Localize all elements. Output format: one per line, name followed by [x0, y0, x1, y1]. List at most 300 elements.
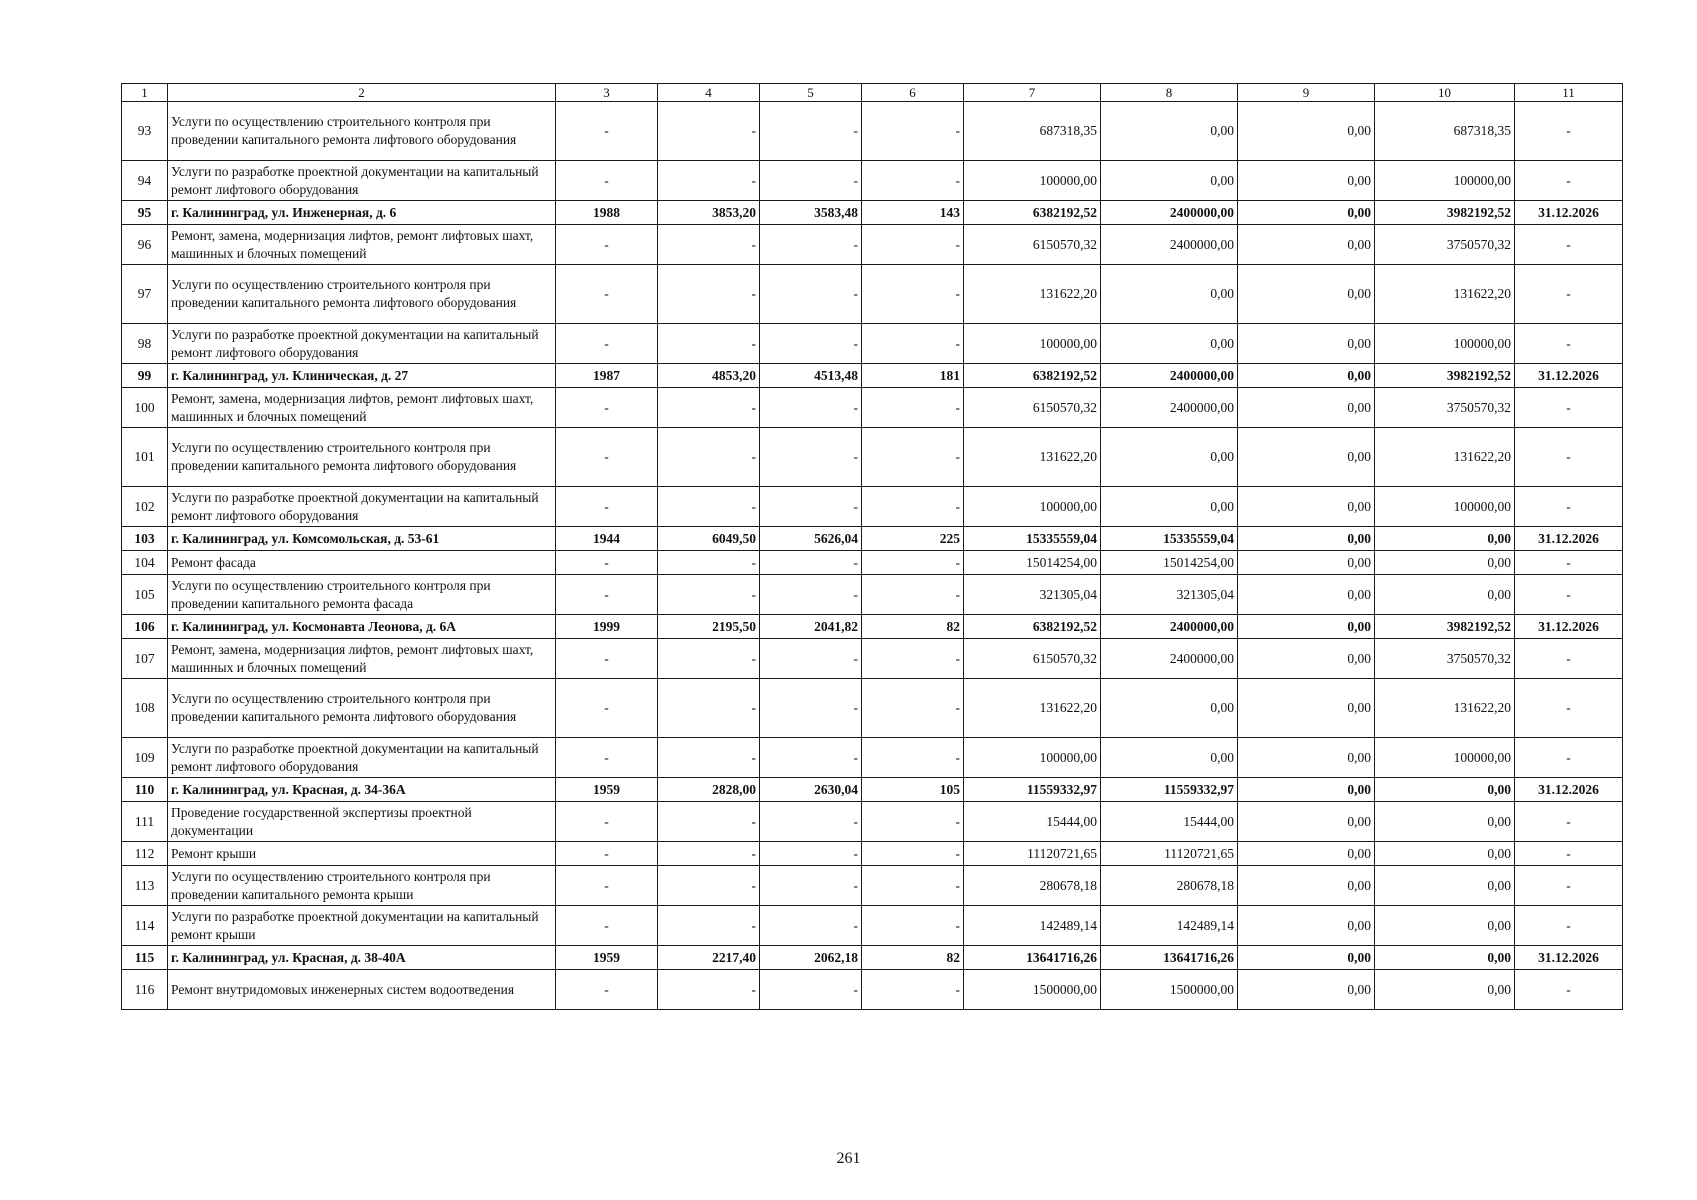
work-name-cell: Ремонт, замена, модернизация лифтов, ремонт лифтовых шахт, машинных и блочных помещений — [168, 388, 556, 428]
cost-budget-cell: 0,00 — [1238, 615, 1375, 639]
row-number-cell: 105 — [122, 575, 168, 615]
cost-owners-cell: 3750570,32 — [1375, 388, 1515, 428]
header-cell: 6 — [862, 84, 964, 102]
work-row — [122, 679, 1623, 738]
cost-fund-cell: 321305,04 — [1101, 575, 1238, 615]
area-total-cell: - — [658, 487, 760, 527]
area-total-cell: - — [658, 324, 760, 364]
cost-budget-cell: 0,00 — [1238, 388, 1375, 428]
year-cell: - — [556, 324, 658, 364]
cost-owners-cell: 687318,35 — [1375, 102, 1515, 161]
area-living-cell: - — [760, 551, 862, 575]
work-name-cell: г. Калининград, ул. Комсомольская, д. 53-61 — [168, 527, 556, 551]
residents-cell: - — [862, 551, 964, 575]
cost-total-cell: 131622,20 — [964, 428, 1101, 487]
page-number: 261 — [836, 1150, 861, 1167]
year-cell: - — [556, 161, 658, 201]
residents-cell: - — [862, 802, 964, 842]
cost-total-cell: 100000,00 — [964, 324, 1101, 364]
area-total-cell: - — [658, 265, 760, 324]
row-number-cell: 98 — [122, 324, 168, 364]
cost-owners-cell: 3750570,32 — [1375, 639, 1515, 679]
year-cell: - — [556, 866, 658, 906]
area-living-cell: - — [760, 102, 862, 161]
year-cell: - — [556, 265, 658, 324]
cost-owners-cell: 131622,20 — [1375, 679, 1515, 738]
row-number-cell: 104 — [122, 551, 168, 575]
cost-total-cell: 6150570,32 — [964, 639, 1101, 679]
year-cell: - — [556, 388, 658, 428]
area-living-cell: 4513,48 — [760, 364, 862, 388]
area-living-cell: - — [760, 970, 862, 1010]
area-living-cell: - — [760, 802, 862, 842]
cost-budget-cell: 0,00 — [1238, 970, 1375, 1010]
cost-fund-cell: 1500000,00 — [1101, 970, 1238, 1010]
cost-fund-cell: 0,00 — [1101, 265, 1238, 324]
cost-budget-cell: 0,00 — [1238, 906, 1375, 946]
deadline-cell: - — [1515, 575, 1623, 615]
cost-total-cell: 142489,14 — [964, 906, 1101, 946]
header-cell: 7 — [964, 84, 1101, 102]
cost-fund-cell: 0,00 — [1101, 102, 1238, 161]
cost-total-cell: 687318,35 — [964, 102, 1101, 161]
cost-fund-cell: 0,00 — [1101, 324, 1238, 364]
work-row — [122, 428, 1623, 487]
deadline-cell: - — [1515, 324, 1623, 364]
cost-fund-cell: 15014254,00 — [1101, 551, 1238, 575]
area-living-cell: 2630,04 — [760, 778, 862, 802]
cost-budget-cell: 0,00 — [1238, 575, 1375, 615]
area-living-cell: 2062,18 — [760, 946, 862, 970]
cost-owners-cell: 3982192,52 — [1375, 364, 1515, 388]
area-living-cell: - — [760, 324, 862, 364]
residents-cell: - — [862, 970, 964, 1010]
work-name-cell: г. Калининград, ул. Клиническая, д. 27 — [168, 364, 556, 388]
cost-budget-cell: 0,00 — [1238, 225, 1375, 265]
area-total-cell: 6049,50 — [658, 527, 760, 551]
cost-owners-cell: 131622,20 — [1375, 265, 1515, 324]
work-row — [122, 906, 1623, 946]
cost-budget-cell: 0,00 — [1238, 364, 1375, 388]
residents-cell: - — [862, 487, 964, 527]
row-number-cell: 114 — [122, 906, 168, 946]
row-number-cell: 106 — [122, 615, 168, 639]
cost-owners-cell: 3982192,52 — [1375, 201, 1515, 225]
year-cell: - — [556, 970, 658, 1010]
year-cell: - — [556, 738, 658, 778]
deadline-cell: - — [1515, 906, 1623, 946]
deadline-cell: 31.12.2026 — [1515, 615, 1623, 639]
cost-total-cell: 6150570,32 — [964, 225, 1101, 265]
row-number-cell: 112 — [122, 842, 168, 866]
cost-total-cell: 280678,18 — [964, 866, 1101, 906]
work-name-cell: Услуги по осуществлению строительного контроля при проведении капитального ремонта лифтового оборудования — [168, 679, 556, 738]
residents-cell: - — [862, 388, 964, 428]
area-living-cell: - — [760, 388, 862, 428]
cost-owners-cell: 0,00 — [1375, 906, 1515, 946]
work-row — [122, 575, 1623, 615]
deadline-cell: - — [1515, 551, 1623, 575]
cost-fund-cell: 142489,14 — [1101, 906, 1238, 946]
area-total-cell: - — [658, 639, 760, 679]
deadline-cell: - — [1515, 970, 1623, 1010]
area-living-cell: - — [760, 738, 862, 778]
area-living-cell: - — [760, 575, 862, 615]
row-number-cell: 116 — [122, 970, 168, 1010]
area-total-cell: - — [658, 225, 760, 265]
work-name-cell: Ремонт крыши — [168, 842, 556, 866]
deadline-cell: - — [1515, 639, 1623, 679]
residents-cell: 82 — [862, 946, 964, 970]
residents-cell: 82 — [862, 615, 964, 639]
deadline-cell: 31.12.2026 — [1515, 201, 1623, 225]
year-cell: 1999 — [556, 615, 658, 639]
deadline-cell: - — [1515, 388, 1623, 428]
work-row — [122, 102, 1623, 161]
cost-fund-cell: 0,00 — [1101, 679, 1238, 738]
cost-fund-cell: 13641716,26 — [1101, 946, 1238, 970]
cost-owners-cell: 0,00 — [1375, 527, 1515, 551]
cost-total-cell: 6382192,52 — [964, 364, 1101, 388]
area-living-cell: - — [760, 906, 862, 946]
area-total-cell: - — [658, 428, 760, 487]
cost-owners-cell: 100000,00 — [1375, 738, 1515, 778]
header-cell: 2 — [168, 84, 556, 102]
cost-total-cell: 6382192,52 — [964, 615, 1101, 639]
work-row — [122, 324, 1623, 364]
year-cell: 1944 — [556, 527, 658, 551]
residents-cell: - — [862, 679, 964, 738]
year-cell: - — [556, 225, 658, 265]
area-total-cell: 3853,20 — [658, 201, 760, 225]
cost-fund-cell: 2400000,00 — [1101, 225, 1238, 265]
area-living-cell: 3583,48 — [760, 201, 862, 225]
cost-budget-cell: 0,00 — [1238, 679, 1375, 738]
work-name-cell: Услуги по разработке проектной документации на капитальный ремонт лифтового оборудования — [168, 161, 556, 201]
cost-owners-cell: 131622,20 — [1375, 428, 1515, 487]
area-total-cell: - — [658, 738, 760, 778]
cost-owners-cell: 3750570,32 — [1375, 225, 1515, 265]
row-number-cell: 109 — [122, 738, 168, 778]
residents-cell: - — [862, 906, 964, 946]
address-row — [122, 364, 1623, 388]
cost-owners-cell: 0,00 — [1375, 575, 1515, 615]
cost-total-cell: 100000,00 — [964, 738, 1101, 778]
area-living-cell: - — [760, 265, 862, 324]
header-cell: 10 — [1375, 84, 1515, 102]
residents-cell: - — [862, 161, 964, 201]
residents-cell: 225 — [862, 527, 964, 551]
year-cell: - — [556, 551, 658, 575]
cost-budget-cell: 0,00 — [1238, 161, 1375, 201]
address-row — [122, 527, 1623, 551]
residents-cell: 105 — [862, 778, 964, 802]
cost-total-cell: 11559332,97 — [964, 778, 1101, 802]
work-row — [122, 487, 1623, 527]
cost-fund-cell: 11559332,97 — [1101, 778, 1238, 802]
deadline-cell: - — [1515, 487, 1623, 527]
area-total-cell: - — [658, 679, 760, 738]
cost-fund-cell: 0,00 — [1101, 738, 1238, 778]
cost-budget-cell: 0,00 — [1238, 738, 1375, 778]
work-name-cell: г. Калининград, ул. Красная, д. 34-36А — [168, 778, 556, 802]
address-row — [122, 201, 1623, 225]
work-name-cell: Услуги по осуществлению строительного контроля при проведении капитального ремонта лифтового оборудования — [168, 428, 556, 487]
cost-owners-cell: 100000,00 — [1375, 487, 1515, 527]
area-living-cell: - — [760, 639, 862, 679]
year-cell: 1987 — [556, 364, 658, 388]
cost-owners-cell: 0,00 — [1375, 970, 1515, 1010]
area-total-cell: - — [658, 906, 760, 946]
residents-cell: - — [862, 866, 964, 906]
cost-owners-cell: 100000,00 — [1375, 161, 1515, 201]
cost-fund-cell: 11120721,65 — [1101, 842, 1238, 866]
cost-budget-cell: 0,00 — [1238, 527, 1375, 551]
cost-total-cell: 6150570,32 — [964, 388, 1101, 428]
work-row — [122, 388, 1623, 428]
year-cell: - — [556, 802, 658, 842]
row-number-cell: 96 — [122, 225, 168, 265]
cost-budget-cell: 0,00 — [1238, 201, 1375, 225]
row-number-cell: 115 — [122, 946, 168, 970]
work-name-cell: Ремонт, замена, модернизация лифтов, ремонт лифтовых шахт, машинных и блочных помещений — [168, 639, 556, 679]
cost-total-cell: 11120721,65 — [964, 842, 1101, 866]
residents-cell: - — [862, 575, 964, 615]
cost-total-cell: 131622,20 — [964, 265, 1101, 324]
cost-total-cell: 15444,00 — [964, 802, 1101, 842]
cost-fund-cell: 0,00 — [1101, 428, 1238, 487]
cost-owners-cell: 0,00 — [1375, 866, 1515, 906]
row-number-cell: 99 — [122, 364, 168, 388]
year-cell: - — [556, 575, 658, 615]
area-living-cell: - — [760, 428, 862, 487]
cost-total-cell: 13641716,26 — [964, 946, 1101, 970]
deadline-cell: 31.12.2026 — [1515, 527, 1623, 551]
cost-budget-cell: 0,00 — [1238, 265, 1375, 324]
work-row — [122, 551, 1623, 575]
year-cell: - — [556, 639, 658, 679]
cost-fund-cell: 2400000,00 — [1101, 615, 1238, 639]
area-total-cell: - — [658, 102, 760, 161]
cost-owners-cell: 0,00 — [1375, 842, 1515, 866]
work-row — [122, 866, 1623, 906]
area-total-cell: - — [658, 866, 760, 906]
area-total-cell: - — [658, 970, 760, 1010]
work-row — [122, 970, 1623, 1010]
cost-fund-cell: 2400000,00 — [1101, 201, 1238, 225]
residents-cell: 181 — [862, 364, 964, 388]
cost-budget-cell: 0,00 — [1238, 102, 1375, 161]
deadline-cell: - — [1515, 679, 1623, 738]
row-number-cell: 103 — [122, 527, 168, 551]
cost-owners-cell: 0,00 — [1375, 778, 1515, 802]
work-name-cell: Услуги по осуществлению строительного контроля при проведении капитального ремонта фасада — [168, 575, 556, 615]
cost-budget-cell: 0,00 — [1238, 802, 1375, 842]
work-name-cell: Ремонт фасада — [168, 551, 556, 575]
deadline-cell: - — [1515, 802, 1623, 842]
work-row — [122, 738, 1623, 778]
area-total-cell: - — [658, 842, 760, 866]
residents-cell: - — [862, 428, 964, 487]
cost-budget-cell: 0,00 — [1238, 551, 1375, 575]
cost-budget-cell: 0,00 — [1238, 324, 1375, 364]
deadline-cell: 31.12.2026 — [1515, 778, 1623, 802]
column-number-row — [122, 84, 1623, 102]
area-living-cell: - — [760, 866, 862, 906]
deadline-cell: - — [1515, 738, 1623, 778]
cost-fund-cell: 15335559,04 — [1101, 527, 1238, 551]
row-number-cell: 113 — [122, 866, 168, 906]
area-total-cell: - — [658, 161, 760, 201]
area-total-cell: 2217,40 — [658, 946, 760, 970]
work-name-cell: Ремонт внутридомовых инженерных систем водоотведения — [168, 970, 556, 1010]
cost-fund-cell: 0,00 — [1101, 487, 1238, 527]
cost-fund-cell: 2400000,00 — [1101, 388, 1238, 428]
row-number-cell: 101 — [122, 428, 168, 487]
residents-cell: - — [862, 265, 964, 324]
residents-cell: - — [862, 324, 964, 364]
cost-total-cell: 1500000,00 — [964, 970, 1101, 1010]
work-name-cell: Проведение государственной экспертизы проектной документации — [168, 802, 556, 842]
cost-total-cell: 6382192,52 — [964, 201, 1101, 225]
area-total-cell: - — [658, 551, 760, 575]
area-total-cell: 2195,50 — [658, 615, 760, 639]
residents-cell: 143 — [862, 201, 964, 225]
area-total-cell: 2828,00 — [658, 778, 760, 802]
deadline-cell: - — [1515, 428, 1623, 487]
area-total-cell: 4853,20 — [658, 364, 760, 388]
cost-budget-cell: 0,00 — [1238, 778, 1375, 802]
work-name-cell: Услуги по разработке проектной документации на капитальный ремонт крыши — [168, 906, 556, 946]
cost-budget-cell: 0,00 — [1238, 866, 1375, 906]
row-number-cell: 97 — [122, 265, 168, 324]
cost-owners-cell: 0,00 — [1375, 551, 1515, 575]
row-number-cell: 110 — [122, 778, 168, 802]
header-cell: 1 — [122, 84, 168, 102]
residents-cell: - — [862, 738, 964, 778]
header-cell: 5 — [760, 84, 862, 102]
cost-fund-cell: 280678,18 — [1101, 866, 1238, 906]
deadline-cell: - — [1515, 102, 1623, 161]
header-cell: 8 — [1101, 84, 1238, 102]
work-name-cell: Услуги по разработке проектной документации на капитальный ремонт лифтового оборудования — [168, 487, 556, 527]
deadline-cell: - — [1515, 866, 1623, 906]
work-name-cell: Услуги по осуществлению строительного контроля при проведении капитального ремонта лифтового оборудования — [168, 102, 556, 161]
cost-owners-cell: 100000,00 — [1375, 324, 1515, 364]
cost-owners-cell: 0,00 — [1375, 946, 1515, 970]
cost-fund-cell: 0,00 — [1101, 161, 1238, 201]
work-row — [122, 639, 1623, 679]
area-total-cell: - — [658, 388, 760, 428]
residents-cell: - — [862, 102, 964, 161]
work-name-cell: Услуги по осуществлению строительного контроля при проведении капитального ремонта лифтового оборудования — [168, 265, 556, 324]
area-living-cell: 5626,04 — [760, 527, 862, 551]
year-cell: - — [556, 487, 658, 527]
cost-total-cell: 321305,04 — [964, 575, 1101, 615]
cost-fund-cell: 2400000,00 — [1101, 364, 1238, 388]
header-cell: 4 — [658, 84, 760, 102]
deadline-cell: - — [1515, 161, 1623, 201]
area-living-cell: - — [760, 487, 862, 527]
work-row — [122, 225, 1623, 265]
year-cell: 1959 — [556, 946, 658, 970]
row-number-cell: 94 — [122, 161, 168, 201]
area-living-cell: - — [760, 225, 862, 265]
address-row — [122, 946, 1623, 970]
cost-budget-cell: 0,00 — [1238, 842, 1375, 866]
cost-owners-cell: 0,00 — [1375, 802, 1515, 842]
cost-total-cell: 15335559,04 — [964, 527, 1101, 551]
year-cell: 1959 — [556, 778, 658, 802]
cost-total-cell: 15014254,00 — [964, 551, 1101, 575]
residents-cell: - — [862, 639, 964, 679]
residents-cell: - — [862, 842, 964, 866]
work-row — [122, 842, 1623, 866]
year-cell: - — [556, 102, 658, 161]
header-cell: 3 — [556, 84, 658, 102]
deadline-cell: 31.12.2026 — [1515, 364, 1623, 388]
cost-budget-cell: 0,00 — [1238, 946, 1375, 970]
year-cell: 1988 — [556, 201, 658, 225]
capital-repair-table — [121, 83, 1623, 1010]
cost-total-cell: 100000,00 — [964, 487, 1101, 527]
work-row — [122, 802, 1623, 842]
cost-budget-cell: 0,00 — [1238, 428, 1375, 487]
deadline-cell: - — [1515, 225, 1623, 265]
row-number-cell: 100 — [122, 388, 168, 428]
area-living-cell: - — [760, 679, 862, 738]
row-number-cell: 95 — [122, 201, 168, 225]
row-number-cell: 107 — [122, 639, 168, 679]
work-name-cell: Услуги по осуществлению строительного контроля при проведении капитального ремонта крыши — [168, 866, 556, 906]
area-total-cell: - — [658, 575, 760, 615]
row-number-cell: 111 — [122, 802, 168, 842]
area-living-cell: - — [760, 161, 862, 201]
deadline-cell: 31.12.2026 — [1515, 946, 1623, 970]
row-number-cell: 93 — [122, 102, 168, 161]
year-cell: - — [556, 906, 658, 946]
cost-total-cell: 100000,00 — [964, 161, 1101, 201]
year-cell: - — [556, 679, 658, 738]
deadline-cell: - — [1515, 265, 1623, 324]
work-row — [122, 265, 1623, 324]
work-name-cell: Услуги по разработке проектной документации на капитальный ремонт лифтового оборудования — [168, 324, 556, 364]
work-name-cell: г. Калининград, ул. Красная, д. 38-40А — [168, 946, 556, 970]
deadline-cell: - — [1515, 842, 1623, 866]
year-cell: - — [556, 428, 658, 487]
work-name-cell: г. Калининград, ул. Инженерная, д. 6 — [168, 201, 556, 225]
year-cell: - — [556, 842, 658, 866]
address-row — [122, 615, 1623, 639]
area-living-cell: 2041,82 — [760, 615, 862, 639]
cost-total-cell: 131622,20 — [964, 679, 1101, 738]
cost-fund-cell: 15444,00 — [1101, 802, 1238, 842]
cost-budget-cell: 0,00 — [1238, 487, 1375, 527]
address-row — [122, 778, 1623, 802]
row-number-cell: 102 — [122, 487, 168, 527]
cost-owners-cell: 3982192,52 — [1375, 615, 1515, 639]
row-number-cell: 108 — [122, 679, 168, 738]
work-name-cell: г. Калининград, ул. Космонавта Леонова, д. 6А — [168, 615, 556, 639]
work-name-cell: Услуги по разработке проектной документации на капитальный ремонт лифтового оборудования — [168, 738, 556, 778]
work-name-cell: Ремонт, замена, модернизация лифтов, ремонт лифтовых шахт, машинных и блочных помещений — [168, 225, 556, 265]
area-total-cell: - — [658, 802, 760, 842]
cost-fund-cell: 2400000,00 — [1101, 639, 1238, 679]
work-row — [122, 161, 1623, 201]
header-cell: 11 — [1515, 84, 1623, 102]
residents-cell: - — [862, 225, 964, 265]
header-cell: 9 — [1238, 84, 1375, 102]
